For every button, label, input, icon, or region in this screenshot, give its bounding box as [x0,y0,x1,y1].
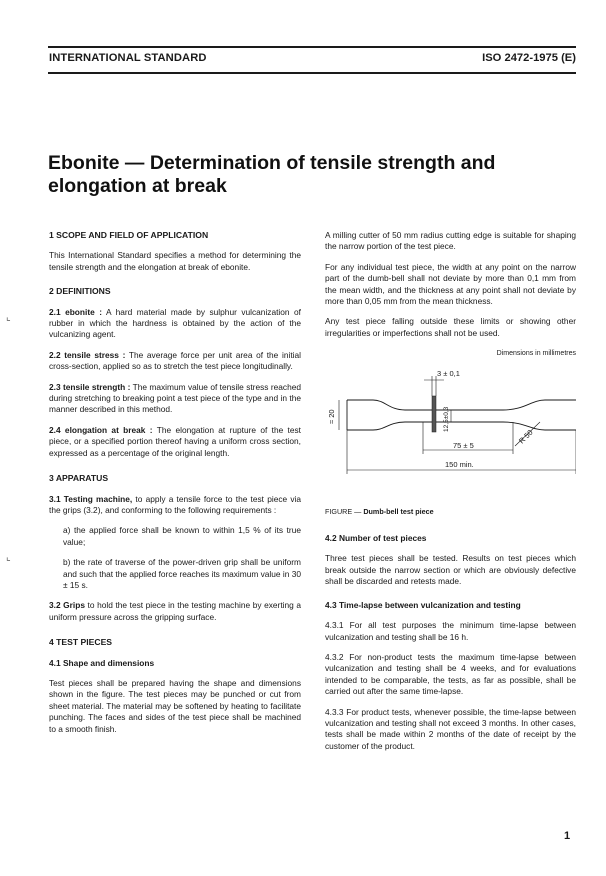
requirement-a: a) the applied force shall be known to within 1,5 % of its true value; [63,525,301,547]
margin-tick-1: ⌞ [6,312,11,323]
section-4-1-text: Test pieces shall be prepared having the shape and dimensions shown in the figure. The test pieces may be punched or cut from sheet material. The material may be softened by heating to facilitate punching. The faces and sides of the test piece shall be machined to a smooth finish. [49,677,301,734]
clause-4-3-1: 4.3.1 For all test purposes the minimum time-lapse between vulcanization and testing shall be 16 h. [325,620,576,642]
definition-2-2-term: 2.2 tensile stress : [49,349,126,360]
definition-2-3-text: The maximum value of tensile stress reached during stretching to breaking point a test piece of the type and in the manner described in this method. [49,381,301,415]
right-column [325,230,576,761]
definition-2-1 [49,307,301,341]
clause-3-1 [49,494,301,517]
clause-4-3-3: 4.3.3 For product tests, whenever possible, the time-lapse between vulcanization and testing shall not exceed 3 months. In other cases, tests shall be made within 2 months of the date of receipt by the customer of the product. [325,706,576,751]
dumb-bell-outline-top [347,400,576,410]
dim-radius-label: R 50 [517,427,535,446]
section-4-3-heading: 4.3 Time-lapse between vulcanization and testing [325,599,521,610]
section-4-heading: 4 TEST PIECES [49,637,113,648]
page-title: Ebonite — Determination of tensile strength and elongation at break [48,152,496,197]
definition-2-4 [49,425,301,459]
section-4-2-text: Three test pieces shall be tested. Results on test pieces which break outside the narrow section or which are obviously defective shall be discarded and retests made. [325,553,576,587]
milling-cutter-text: A milling cutter of 50 mm radius cutting edge is suitable for shaping the narrow portion of the test piece. [325,230,576,252]
document-number: ISO 2472-1975 (E) [482,52,576,64]
definition-2-2-text: The average force per unit area of the initial cross-section, applied so as to stretch the test piece longitudinally. [49,349,301,372]
header-rule-bottom [48,72,576,74]
definition-2-3-term: 2.3 tensile strength : [49,381,131,392]
definition-2-3 [49,382,301,416]
header-rule-top [48,46,576,48]
section-1-text: This International Standard specifies a method for determining the tensile strength and the elongation at break of ebonite. [49,250,301,272]
dim-total-label: 150 min. [445,459,474,469]
dim-height-label: ≈ 20 [327,409,336,424]
dim-middle-label: 75 ± 5 [453,440,474,450]
gauge-mark [432,396,436,432]
definition-2-4-text: The elongation at rupture of the test piece, or a specified portion thereof having a uniform cross section, expressed as a percentage of the original length. [49,424,301,458]
rejection-text: Any test piece falling outside these limits or showing other irregularities or imperfections shall not be used. [325,316,576,338]
section-2-heading: 2 DEFINITIONS [49,286,111,297]
clause-3-2-term: 3.2 Grips [49,600,85,611]
requirement-b: b) the rate of traverse of the power-driven grip shall be uniform and such that the applied force reaches its maximum value in 30 ± 15 s. [63,557,301,590]
standard-label: INTERNATIONAL STANDARD [49,52,207,64]
margin-tick-2: ⌞ [6,552,11,563]
definition-2-4-term: 2.4 elongation at break : [49,424,153,435]
section-4-2-heading: 4.2 Number of test pieces [325,533,427,544]
figure-caption [325,506,576,517]
dim-width-label: 3 ± 0,1 [437,368,460,378]
definition-2-1-text: A hard material made by sulphur vulcanization of rubber in which the hardness is obtained by the action of the vulcanizing agent. [49,306,301,340]
width-tolerance-text: For any individual test piece, the width at any point on the narrow part of the dumb-bell shall not deviate by more than 0,1 mm from the mean width, and the thickness at any point shall not deviate by more than 0,05 mm from the mean thickness. [325,261,576,307]
dumb-bell-figure [325,366,576,496]
section-4-1-heading: 4.1 Shape and dimensions [49,657,155,668]
clause-3-1-term: 3.1 Testing machine, [49,493,133,504]
figure-caption-text: Dumb-bell test piece [363,506,434,516]
figure-caption-prefix: FIGURE — [325,506,364,516]
section-3-heading: 3 APPARATUS [49,473,109,484]
clause-3-2 [49,600,301,623]
clause-4-3-2: 4.3.2 For non-product tests the maximum time-lapse between vulcanization and testing shall be 4 weeks, and for evaluations intended to be comparable, the tests, as far as possible, shall be carried out after the same time-lapse. [325,651,576,697]
left-column [49,230,301,744]
clause-3-1-text: to apply a tensile force to the test piece via the grips (3.2), and conforming to the following requirements : [49,493,302,515]
clause-3-2-text: to hold the test piece in the testing machine by exerting a uniform pressure across the gripping surface. [49,600,301,622]
dimensions-note: Dimensions in millimetres [496,350,576,358]
page-number: 1 [564,830,571,842]
section-1-heading: 1 SCOPE AND FIELD OF APPLICATION [49,230,209,240]
definition-2-1-term: 2.1 ebonite : [49,306,102,317]
dim-narrow-label: 12,5±0,3 [443,406,450,432]
dumb-bell-outline-bottom [347,422,576,430]
definition-2-2 [49,350,301,373]
